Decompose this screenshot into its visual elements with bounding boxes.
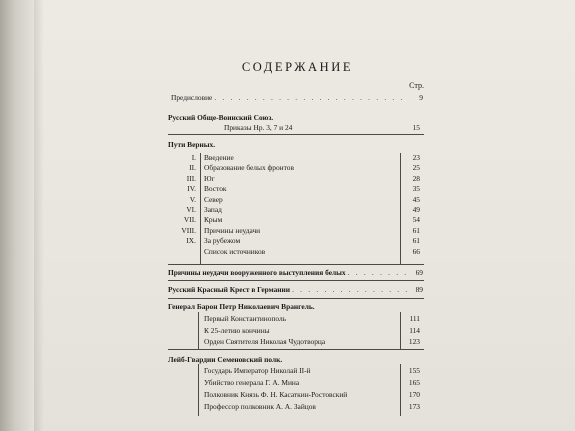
section-rule: [168, 134, 424, 135]
section-rule: [168, 280, 424, 281]
leader-dots: [348, 268, 409, 278]
chapter-number: IX.: [186, 236, 196, 246]
toc-entry-page: 173: [408, 402, 420, 411]
leader-dots: [214, 93, 409, 103]
column-rule: [198, 312, 199, 349]
toc-entry[interactable]: Первый Константинополь: [204, 314, 287, 323]
toc-entry[interactable]: Крым: [204, 215, 223, 225]
leader-dots: [292, 285, 409, 295]
toc-entry[interactable]: Образование белых фронтов: [204, 163, 294, 173]
chapter-number: VI.: [186, 205, 196, 214]
toc-entry[interactable]: Орден Святителя Николая Чудотворца: [204, 337, 326, 346]
toc-entry-page: 49: [412, 205, 420, 214]
toc-entry-page: 15: [412, 123, 420, 132]
chapter-number: III.: [186, 173, 196, 183]
section-heading-puti-vernykh[interactable]: Пути Верных.: [168, 140, 216, 149]
toc-entry-page: 45: [412, 194, 420, 204]
section-heading-semenovsky[interactable]: Лейб-Гвардии Семеновский полк.: [168, 355, 283, 364]
chapter-number: IV.: [187, 184, 196, 194]
toc-entry-page: 54: [412, 215, 420, 225]
toc-entry-page: 28: [412, 173, 420, 183]
toc-entry[interactable]: Восток: [204, 184, 227, 194]
toc-entry[interactable]: Убийство генерала Г. А. Мина: [204, 378, 300, 387]
toc-entry-failure-causes[interactable]: [168, 268, 423, 278]
chapter-number: II.: [189, 163, 196, 173]
chapter-number: V.: [189, 194, 196, 204]
chapter-number: VIII.: [181, 225, 196, 235]
toc-entry-page: 89: [415, 285, 423, 294]
toc-entry-label: Причины неудачи вооруженного выступления белых: [168, 268, 346, 277]
page-column-label: Стр.: [409, 81, 424, 90]
toc-entry-page: 66: [412, 246, 420, 256]
toc-entry-page: 111: [409, 314, 420, 323]
toc-entry[interactable]: К 25-летию кончины: [204, 325, 270, 335]
toc-entry-page: 165: [408, 378, 420, 387]
toc-entry-page: 61: [412, 236, 420, 246]
toc-entry-page: 155: [408, 366, 420, 375]
section-rule: [168, 349, 424, 350]
toc-entry-label: Русский Красный Крест в Германии: [168, 285, 291, 294]
section-rule: [168, 264, 424, 265]
toc-entry-red-cross[interactable]: [168, 285, 423, 295]
toc-entry[interactable]: Юг: [204, 173, 215, 183]
toc-entry[interactable]: Список источников: [204, 246, 266, 256]
section-rule: [168, 298, 424, 299]
toc-entry[interactable]: Введение: [204, 153, 234, 162]
toc-entry-page: 35: [412, 184, 420, 194]
toc-entry[interactable]: Профессор полковник А. А. Зайцов: [204, 402, 316, 411]
toc-entry-preface[interactable]: [171, 93, 423, 103]
column-rule: [198, 364, 199, 416]
toc-entry[interactable]: Полковник Князь Ф. Н. Касаткин-Ростовский: [204, 390, 348, 399]
toc-entry-page: 123: [408, 337, 420, 346]
toc-entry[interactable]: Причины неудачи: [204, 225, 261, 235]
toc-entry-page: 114: [409, 325, 420, 335]
column-rule: [200, 153, 201, 264]
toc-entry-page: 170: [408, 390, 420, 399]
chapter-number: I.: [191, 153, 196, 162]
toc-entry[interactable]: Север: [204, 194, 223, 204]
section-heading-rovs[interactable]: Русский Обще-Воинский Союз.: [168, 113, 274, 122]
section-heading-wrangel[interactable]: Генерал Барон Петр Николаевич Врангель.: [168, 302, 315, 311]
toc-entry[interactable]: Государь Император Николай II-й: [204, 366, 311, 375]
toc-entry-page: 25: [412, 163, 420, 173]
toc-entry-page: 23: [412, 153, 420, 162]
toc-entry[interactable]: За рубежом: [204, 236, 241, 246]
toc-entry-label: Предисловие: [171, 93, 213, 102]
toc-entry-page: 61: [412, 225, 420, 235]
toc-entry-orders[interactable]: Приказы Нр. 3, 7 и 24: [224, 123, 293, 132]
chapter-number: VII.: [183, 215, 196, 225]
toc-entry[interactable]: Запад: [204, 205, 222, 214]
toc-entry-page: 9: [419, 93, 423, 102]
page-title: СОДЕРЖАНИЕ: [241, 60, 354, 74]
toc-entry-page: 69: [415, 268, 423, 277]
